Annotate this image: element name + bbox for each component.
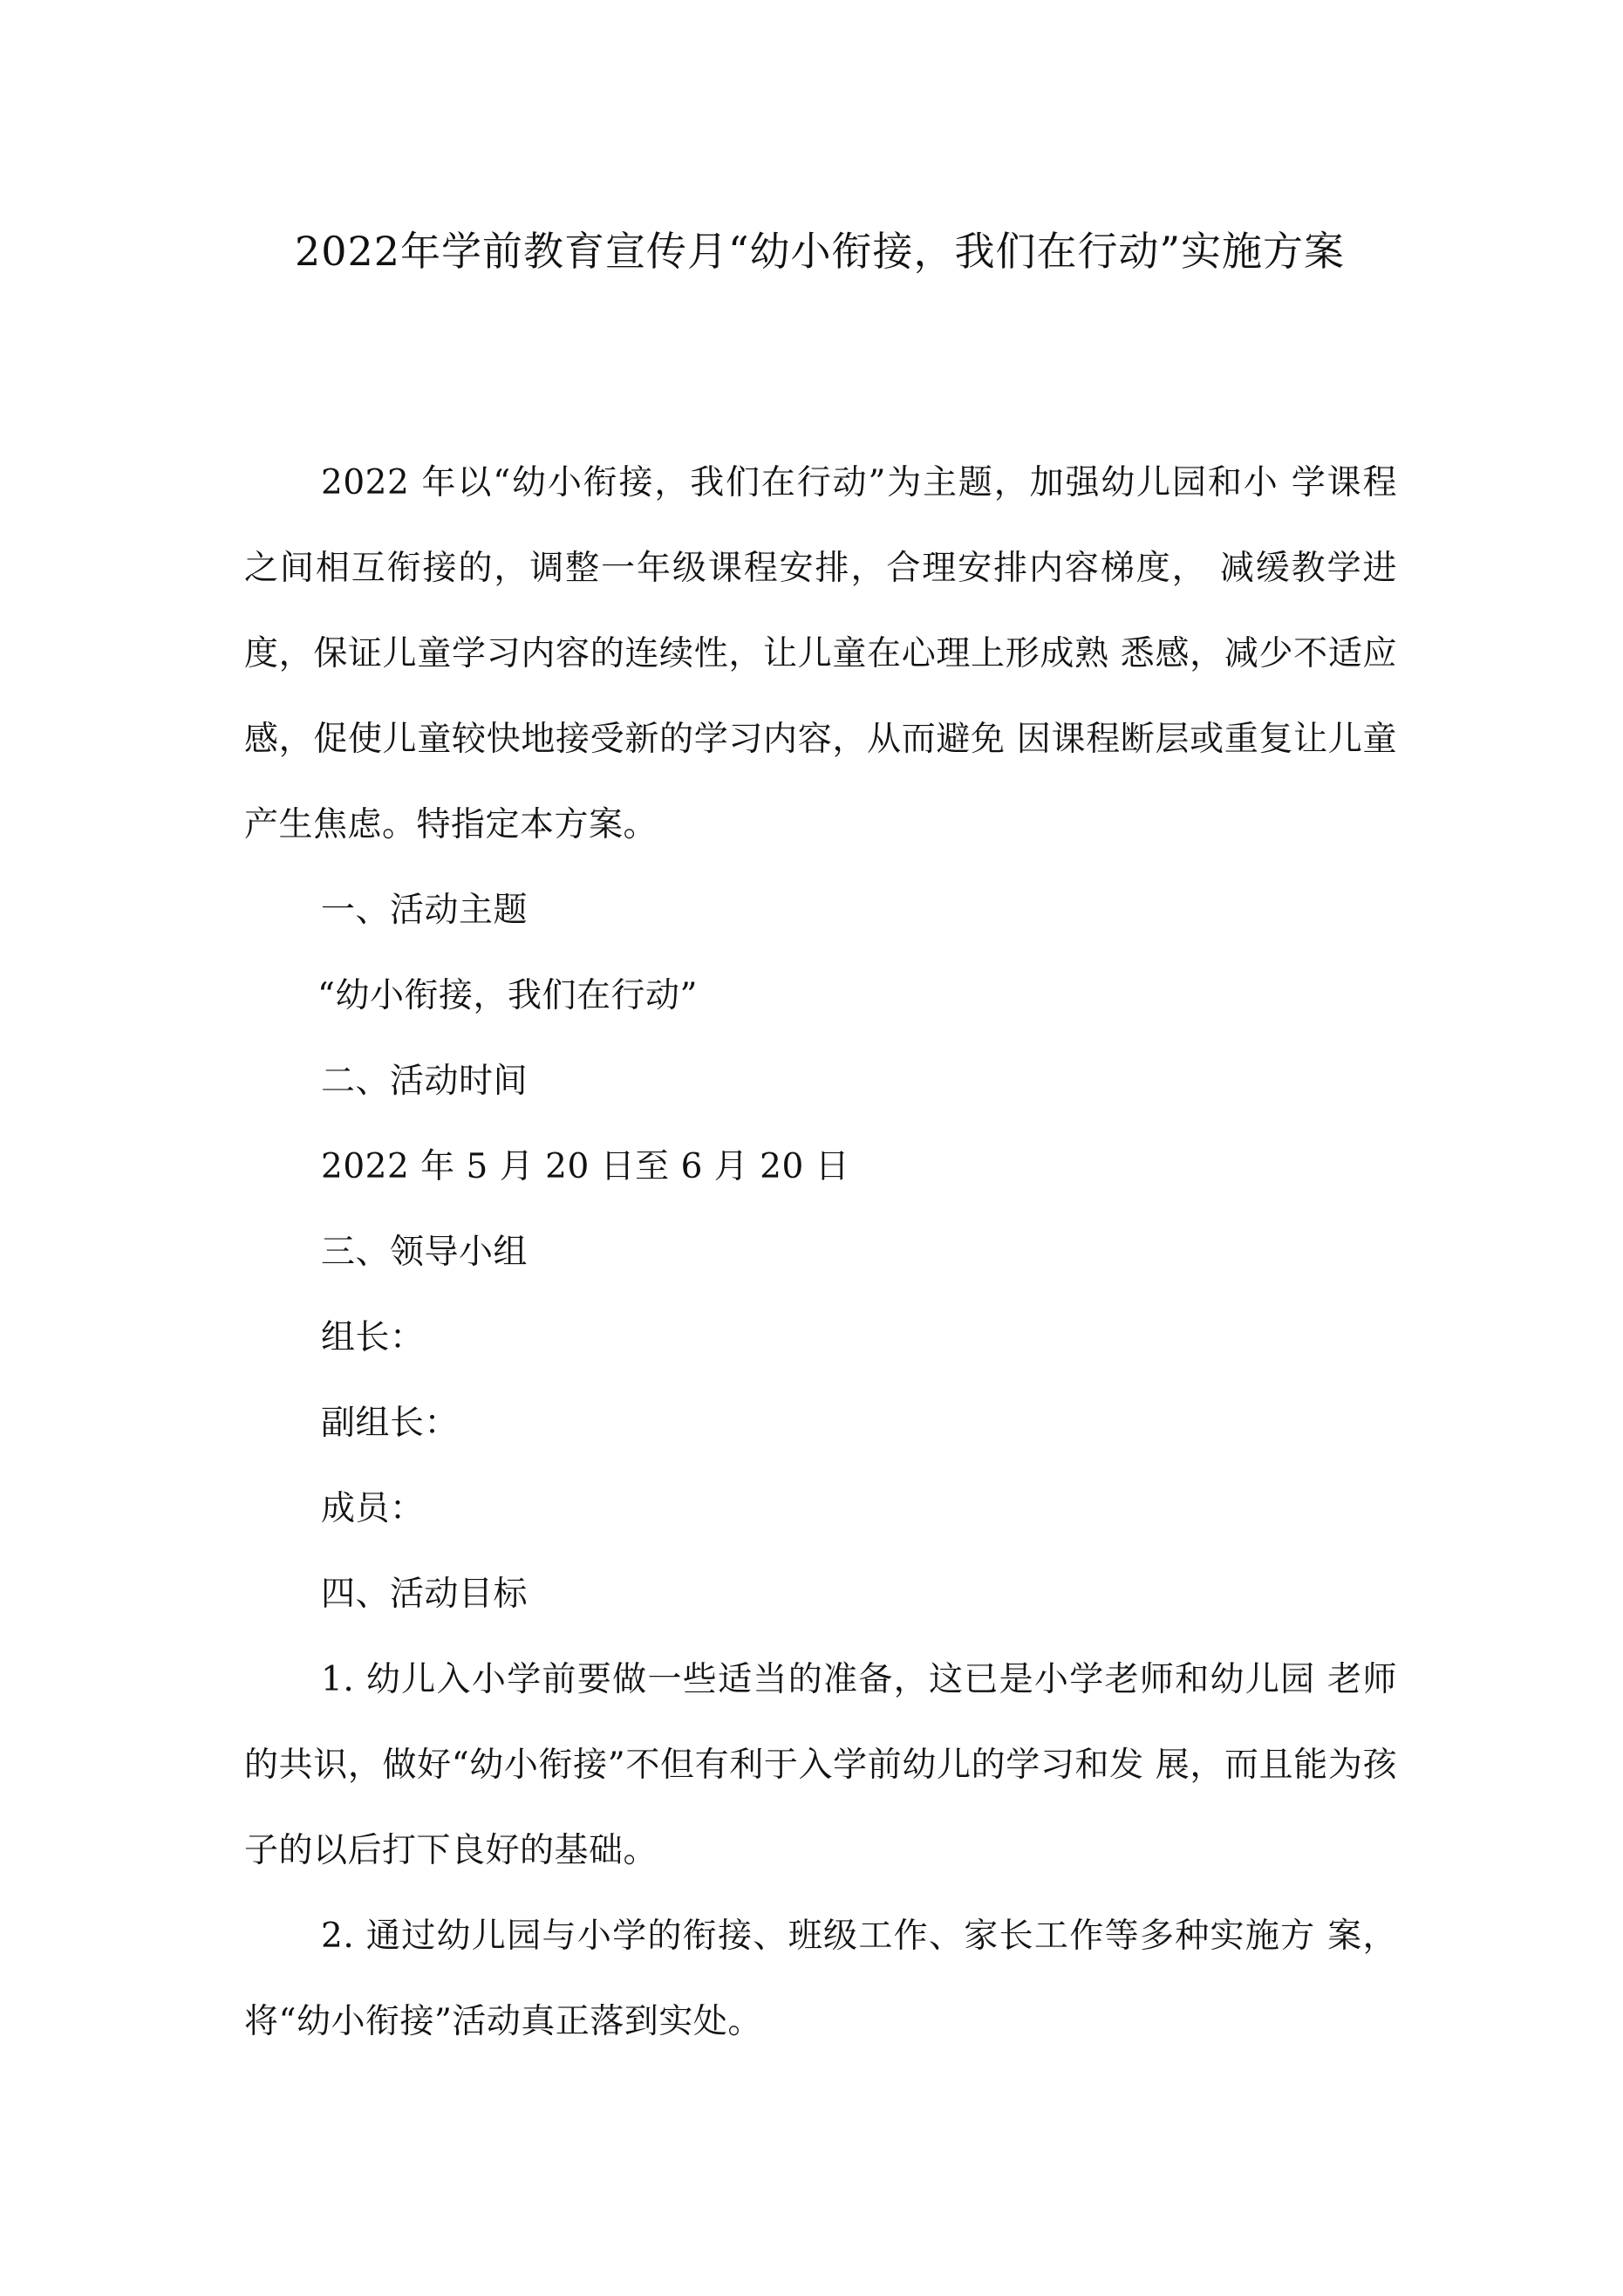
section-4-heading: 四、活动目标 (321, 1575, 528, 1614)
group-members: 成员： (321, 1489, 425, 1528)
goal-item-1: 1. 幼儿入小学前要做一些适当的准备，这已是小学老师和幼儿园 老师的共识，做好“幼小衔接”不但有利于入学前幼儿的学习和发 展，而且能为孩子的以后打下良好的基础。 (244, 1660, 1397, 1870)
intro-paragraph: 2022 年以“幼小衔接，我们在行动”为主题，加强幼儿园和小 学课程之间相互衔接的，调整一年级课程安排，合理安排内容梯度， 减缓教学进度，保证儿童学习内容的连续性，让儿童在心理上形成熟 悉感，减少不适应感，促使儿童较快地接受新的学习内容，从而避免 因课程断层或重复让儿童产生焦虑。特指定本方案。 (244, 463, 1397, 844)
section-1-heading: 一、活动主题 (321, 891, 528, 930)
section-1-theme: “幼小衔接，我们在行动” (317, 976, 698, 1015)
group-deputy-leader: 副组长： (321, 1404, 460, 1443)
document-body (244, 441, 1397, 2065)
section-3-heading: 三、领导小组 (321, 1233, 528, 1272)
group-leader: 组长： (321, 1318, 425, 1357)
document-title: 2022年学前教育宣传月“幼小衔接，我们在行动”实施方案 (294, 228, 1346, 275)
goal-item-2: 2. 通过幼儿园与小学的衔接、班级工作、家长工作等多种实施方 案，将“幼小衔接”活动真正落到实处。 (244, 1917, 1397, 2041)
section-2-heading: 二、活动时间 (321, 1062, 528, 1101)
section-2-dates: 2022 年 5 月 20 日至 6 月 20 日 (321, 1147, 850, 1186)
